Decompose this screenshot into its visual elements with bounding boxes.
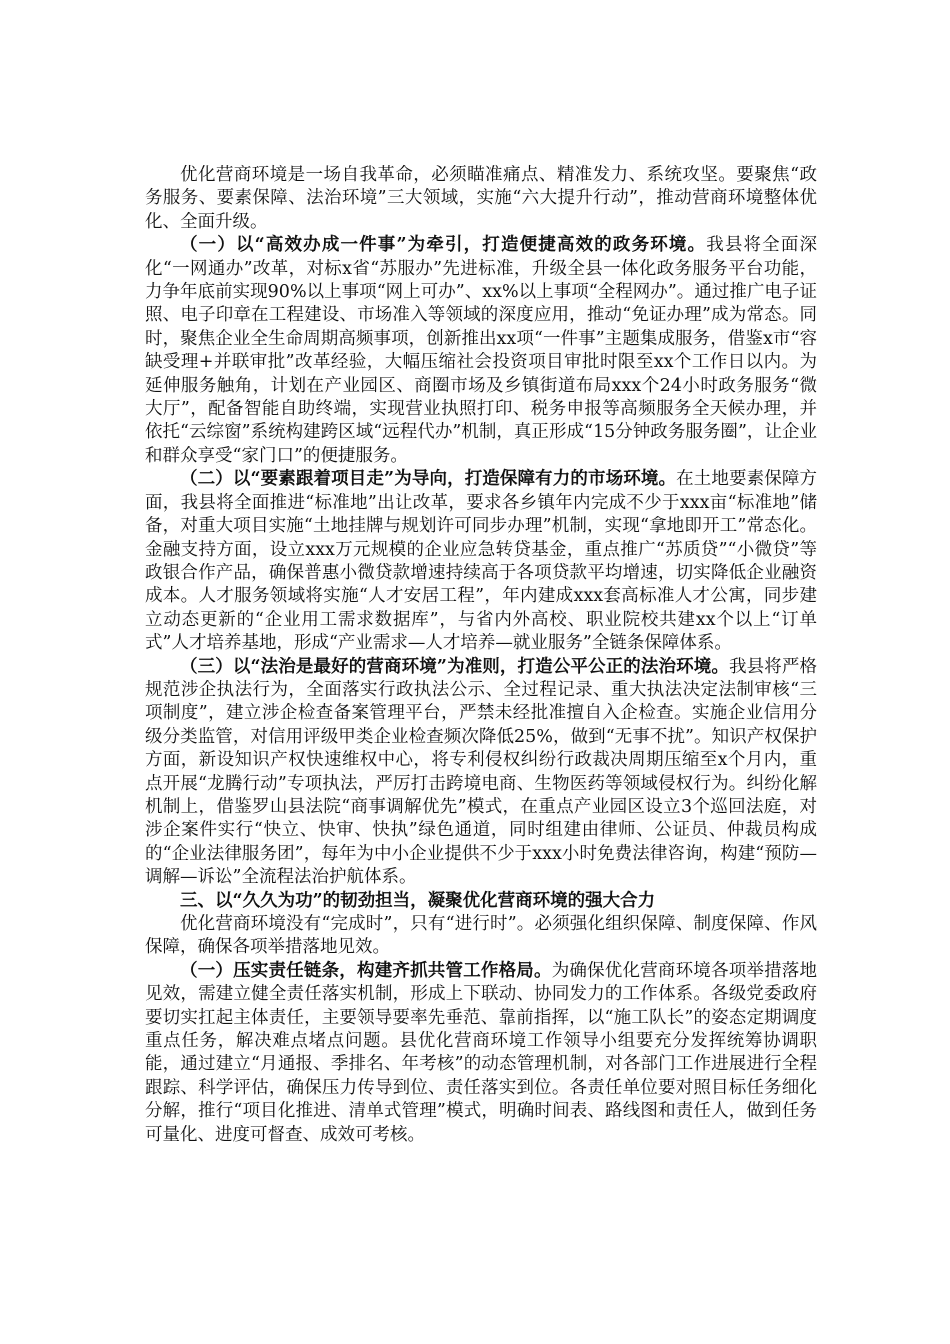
paragraph-text: 我县将严格规范涉企执法行为，全面落实行政执法公示、全过程记录、重大执法决定法制审核“三项制度”，建立涉企检查备案管理平台，严禁未经批准擅自入企检查。实施企业信用分级分类监管，对信用评级甲类企业检查频次降低25%，做到“无事不扰”。知识产权保护方面，新设知识产权快速维权中心，将专利侵权纠纷行政裁决周期压缩至x个月内，重点开展“龙腾行动”专项执法，严厉打击跨境电商、生物医药等领域侵权行为。纠纷化解机制上，借鉴罗山县法院“商事调解优先”模式，在重点产业园区设立3个巡回法庭，对涉企案件实行“快立、快审、快执”绿色通道，同时组建由律师、公证员、仲裁员构成的“企业法律服务团”，每年为中小企业提供不少于xxx小时免费法律咨询，构建“预防—调解—诉讼”全流程法治护航体系。	[145, 656, 817, 888]
paragraph-lead: （二）以“要素跟着项目走”为导向，打造保障有力的市场环境。	[180, 469, 677, 490]
paragraph-lead: （一）压实责任链条，构建齐抓共管工作格局。	[180, 960, 552, 981]
paragraph-intro	[145, 164, 817, 234]
paragraph-text: 为确保优化营商环境各项举措落地见效，需建立健全责任落实机制，形成上下联动、协同发力的工作体系。各级党委政府要切实扛起主体责任，主要领导要率先垂范、靠前指挥，以“施工队长”的姿态定期调度重点任务，解决难点堵点问题。县优化营商环境工作领导小组要充分发挥统筹协调职能，通过建立“月通报、季排名、年考核”的动态管理机制，对各部门工作进展进行全程跟踪、科学评估，确保压力传导到位、责任落实到位。各责任单位要对照目标任务细化分解，推行“项目化推进、清单式管理”模式，明确时间表、路线图和责任人，做到任务可量化、进度可督查、成效可考核。	[145, 960, 818, 1145]
paragraph-lead: （一）以“高效办成一件事”为牵引，打造便捷高效的政务环境。	[180, 235, 707, 256]
paragraph-text: 在土地要素保障方面，我县将全面推进“标准地”出让改革，要求各乡镇年内完成不少于xxx亩“标准地”储备，对重大项目实施“土地挂牌与规划许可同步办理”机制，实现“拿地即开工”常态化。金融支持方面，设立xxx万元规模的企业应急转贷基金，重点推广“苏质贷”“小微贷”等政银合作产品，确保普惠小微贷款增速持续高于各项贷款平均增速，切实降低企业融资成本。人才服务领域将实施“人才安居工程”，年内建成xxx套高标准人才公寓，同步建立动态更新的“企业用工需求数据库”，与省内外高校、职业院校共建xx个以上“订单式”人才培养基地，形成“产业需求—人才培养—就业服务”全链条保障体系。	[145, 469, 818, 654]
paragraph-section-3-intro	[145, 913, 817, 960]
section-heading-text: 三、以“久久为功”的韧劲担当，凝聚优化营商环境的强大合力	[180, 890, 656, 911]
paragraph-section-2-3	[145, 656, 817, 890]
document-body	[145, 164, 817, 1147]
paragraph-text: 优化营商环境没有“完成时”，只有“进行时”。必须强化组织保障、制度保障、作风保障，确保各项举措落地见效。	[145, 914, 817, 958]
paragraph-text: 优化营商环境是一场自我革命，必须瞄准痛点、精准发力、系统攻坚。要聚焦“政务服务、要素保障、法治环境”三大领域，实施“六大提升行动”，推动营商环境整体优化、全面升级。	[145, 165, 817, 232]
paragraph-section-2-2	[145, 468, 817, 655]
paragraph-section-2-1	[145, 234, 817, 468]
section-heading	[145, 890, 817, 913]
paragraph-lead: （三）以“法治是最好的营商环境”为准则，打造公平公正的法治环境。	[180, 656, 730, 677]
paragraph-text: 我县将全面深化“一网通办”改革，对标x省“苏服办”先进标准，升级全县一体化政务服务平台功能，力争年底前实现90%以上事项“网上可办”、xx%以上事项“全程网办”。通过推广电子证照、电子印章在工程建设、市场准入等领域的深度应用，推动“免证办理”成为常态。同时，聚焦企业全生命周期高频事项，创新推出xx项“一件事”主题集成服务，借鉴x市“容缺受理+并联审批”改革经验，大幅压缩社会投资项目审批时限至xx个工作日以内。为延伸服务触角，计划在产业园区、商圈市场及乡镇街道布局xxx个24小时政务服务“微大厅”，配备智能自助终端，实现营业执照打印、税务申报等高频服务全天候办理，并依托“云综窗”系统构建跨区域“远程代办”机制，真正形成“15分钟政务服务圈”，让企业和群众享受“家门口”的便捷服务。	[145, 235, 817, 466]
paragraph-section-3-1	[145, 960, 817, 1147]
